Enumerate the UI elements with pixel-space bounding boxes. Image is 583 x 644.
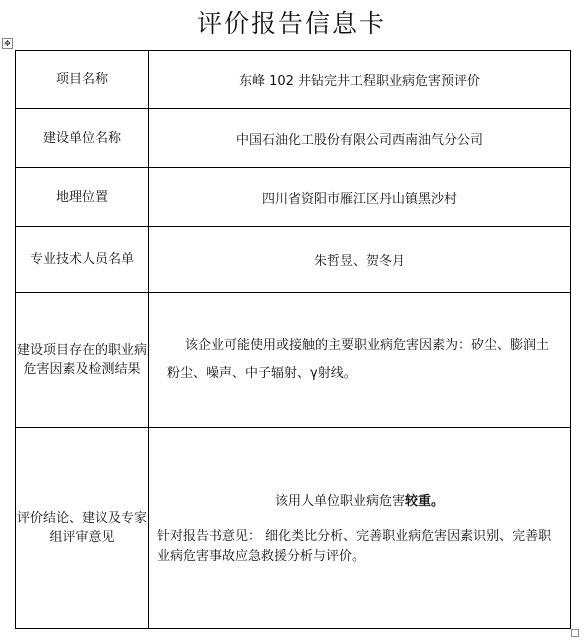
page-title: 评价报告信息卡 (196, 9, 386, 38)
location-value: 四川省资阳市雁江区丹山镇黑沙村 (149, 168, 571, 227)
table-row (16, 168, 571, 227)
hazards-cell (149, 293, 571, 428)
hazards-value: 该企业可能使用或接触的主要职业病危害因素为：矽尘、膨润土粉尘、噪声、中子辐射、γ射线。 (167, 338, 550, 381)
project-name-label: 项目名称 (16, 51, 149, 109)
conclusion-text: 该用人单位职业病危害较重。 (274, 493, 445, 509)
hazards-label: 建设项目存在的职业病危害因素及检测结果 (16, 293, 149, 428)
info-card-table (15, 50, 571, 629)
staff-label: 专业技术人员名单 (16, 227, 149, 293)
table-row (16, 293, 571, 428)
unit-value: 中国石油化工股份有限公司西南油气分公司 (149, 109, 571, 168)
conclusion-label: 评价结论、建议及专家组评审意见 (16, 428, 149, 629)
location-label: 地理位置 (16, 168, 149, 227)
unit-label: 建设单位名称 (16, 109, 149, 168)
conclusion-emphasis: 较重。 (405, 493, 445, 509)
project-name-value: 东峰 102 井钻完井工程职业病危害预评价 (149, 51, 571, 109)
staff-value: 朱哲昱、贺冬月 (149, 227, 571, 293)
table-move-handle-icon[interactable]: ✥ (2, 38, 13, 49)
expert-opinion-text: 针对报告书意见： 细化类比分析、完善职业病危害因素识别、完善职业病危害事故应急救援分析与评价。 (157, 528, 552, 564)
table-row (16, 227, 571, 293)
table-resize-handle[interactable] (571, 629, 579, 637)
table-row (16, 428, 571, 629)
table-row (16, 51, 571, 109)
conclusion-cell (149, 428, 571, 629)
table-row (16, 109, 571, 168)
